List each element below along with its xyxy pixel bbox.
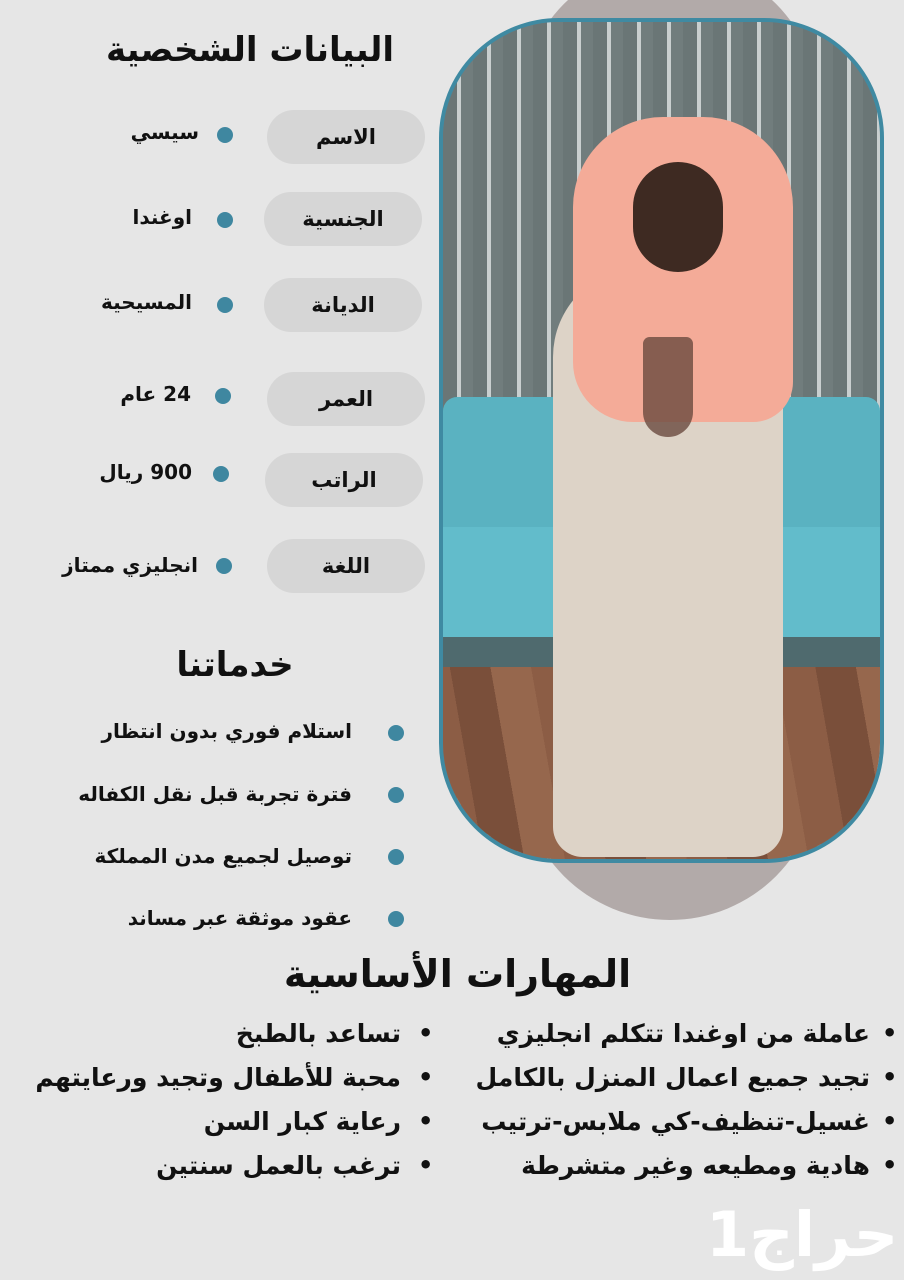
field-value-salary: 900 ريال bbox=[99, 460, 192, 484]
personal-info-title: البيانات الشخصية bbox=[105, 30, 394, 70]
field-value-age: 24 عام bbox=[120, 382, 191, 406]
service-item: فترة تجربة قبل نقل الكفاله bbox=[78, 782, 352, 806]
bullet-icon bbox=[217, 212, 233, 228]
haraj-logo: حراج1 bbox=[706, 1198, 899, 1271]
service-item: استلام فوري بدون انتظار bbox=[101, 719, 352, 743]
bullet-icon bbox=[216, 558, 232, 574]
photo-person bbox=[533, 117, 803, 857]
skill-item: تجيد جميع اعمال المنزل بالكامل bbox=[475, 1063, 870, 1092]
bullet-icon: • bbox=[418, 1019, 434, 1047]
bullet-icon bbox=[217, 297, 233, 313]
skill-item: ترغب بالعمل سنتين bbox=[156, 1151, 401, 1180]
field-value-nationality: اوغندا bbox=[132, 205, 192, 229]
services-title: خدماتنا bbox=[176, 645, 294, 685]
skill-item: عاملة من اوغندا تتكلم انجليزي bbox=[496, 1019, 870, 1048]
skill-item: تساعد بالطبخ bbox=[235, 1019, 401, 1048]
field-label-nationality: الجنسية bbox=[264, 192, 422, 246]
bullet-icon: • bbox=[882, 1019, 898, 1047]
field-label-name: الاسم bbox=[267, 110, 425, 164]
skills-title: المهارات الأساسية bbox=[283, 952, 632, 996]
bullet-icon: • bbox=[418, 1107, 434, 1135]
bullet-icon: • bbox=[882, 1107, 898, 1135]
bullet-icon: • bbox=[882, 1151, 898, 1179]
bullet-icon bbox=[217, 127, 233, 143]
field-label-language: اللغة bbox=[267, 539, 425, 593]
service-item: توصيل لجميع مدن المملكة bbox=[94, 844, 352, 868]
skill-item: هادية ومطيعه وغير متشرطة bbox=[521, 1151, 870, 1180]
bullet-icon bbox=[213, 466, 229, 482]
skill-item: رعاية كبار السن bbox=[203, 1107, 401, 1136]
bullet-icon: • bbox=[418, 1063, 434, 1091]
worker-photo bbox=[439, 18, 884, 863]
bullet-icon: • bbox=[418, 1151, 434, 1179]
bullet-icon bbox=[388, 787, 404, 803]
field-label-salary: الراتب bbox=[265, 453, 423, 507]
bullet-icon bbox=[215, 388, 231, 404]
skill-item: محبة للأطفال وتجيد ورعايتهم bbox=[35, 1063, 401, 1092]
skill-item: غسيل-تنظيف-كي ملابس-ترتيب bbox=[481, 1107, 870, 1136]
field-label-religion: الديانة bbox=[264, 278, 422, 332]
bullet-icon bbox=[388, 725, 404, 741]
bullet-icon bbox=[388, 911, 404, 927]
field-value-language: انجليزي ممتاز bbox=[62, 553, 198, 577]
bullet-icon: • bbox=[882, 1063, 898, 1091]
service-item: عقود موثقة عبر مساند bbox=[127, 906, 352, 930]
field-value-religion: المسيحية bbox=[101, 290, 192, 314]
bullet-icon bbox=[388, 849, 404, 865]
field-label-age: العمر bbox=[267, 372, 425, 426]
field-value-name: سيسي bbox=[130, 120, 199, 144]
